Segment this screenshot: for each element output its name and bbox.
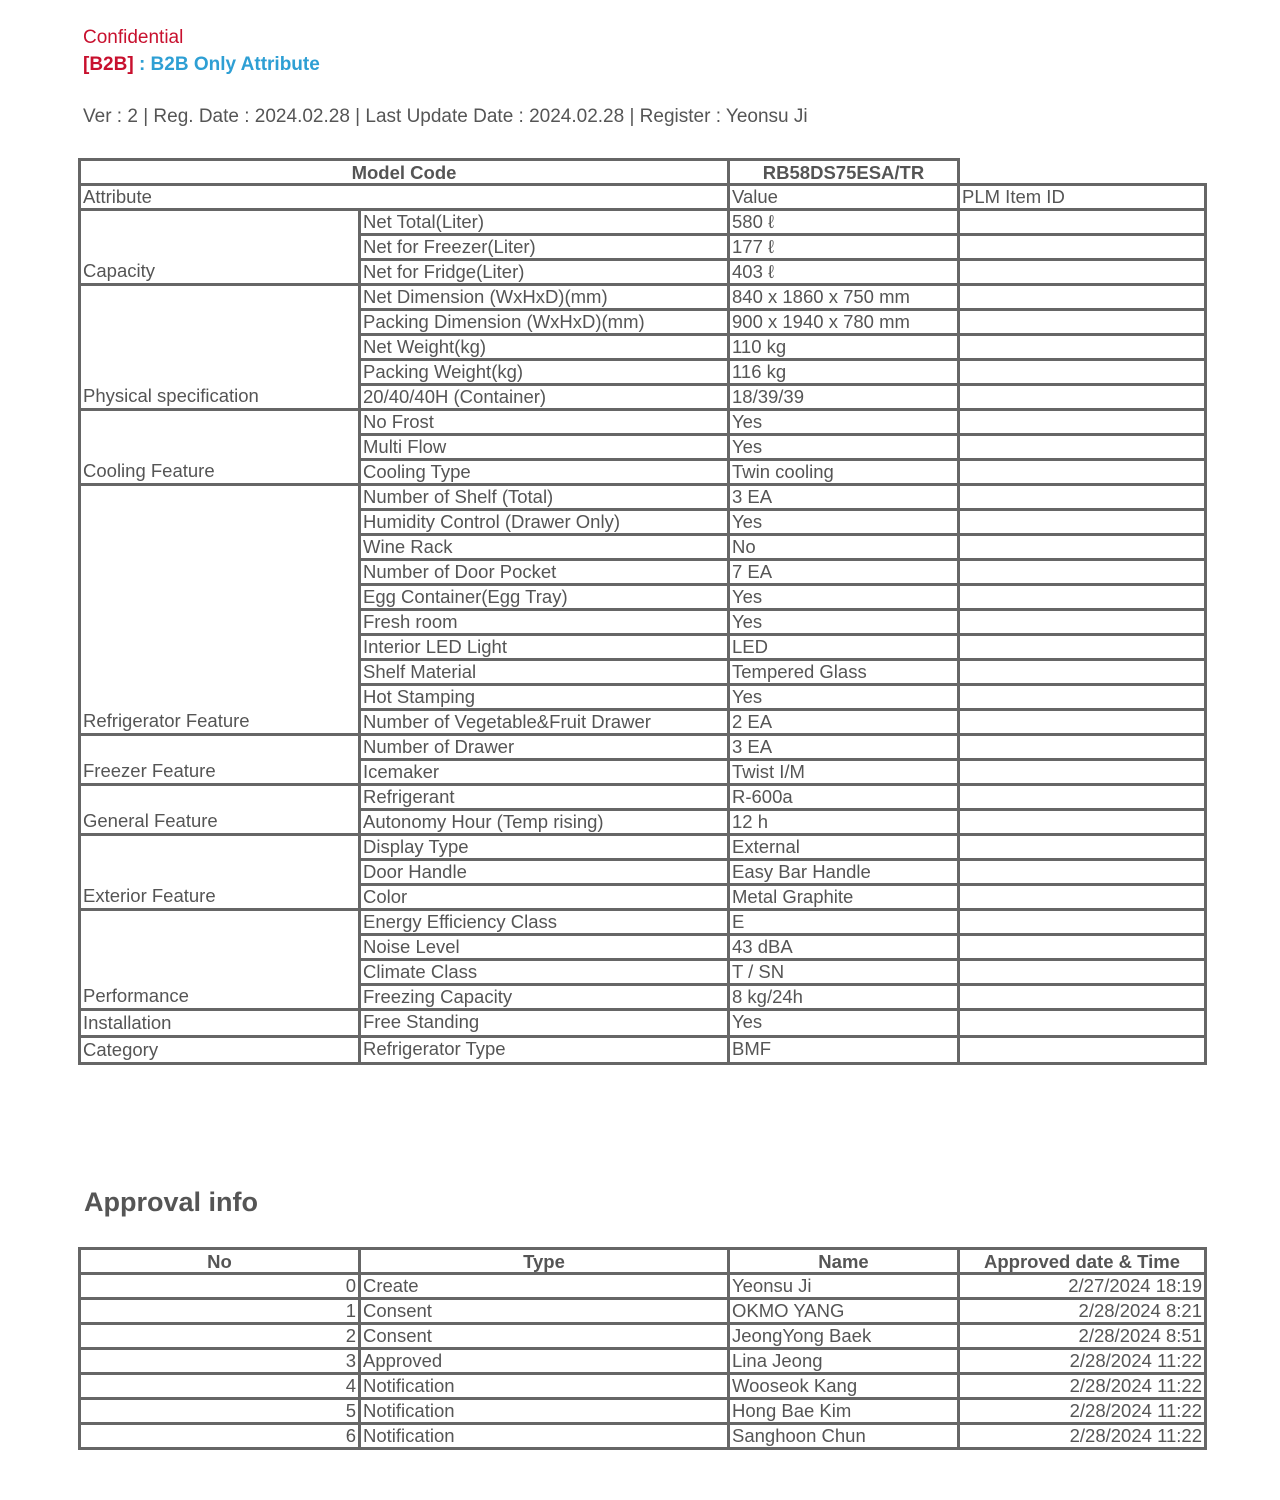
approval-no-cell: 5: [80, 1399, 360, 1424]
value-cell: 8 kg/24h: [729, 985, 959, 1010]
value-cell: R-600a: [729, 785, 959, 810]
attribute-cell: Energy Efficiency Class: [360, 910, 729, 935]
attribute-cell: Multi Flow: [360, 435, 729, 460]
attribute-cell: 20/40/40H (Container): [360, 385, 729, 410]
approval-date-cell: 2/27/2024 18:19: [959, 1274, 1206, 1299]
value-cell: 580 ℓ: [729, 210, 959, 235]
attribute-cell: Hot Stamping: [360, 685, 729, 710]
plm-cell: [959, 785, 1206, 810]
b2b-text: : B2B Only Attribute: [133, 54, 320, 75]
value-cell: 3 EA: [729, 485, 959, 510]
value-cell: Easy Bar Handle: [729, 860, 959, 885]
approval-date-cell: 2/28/2024 8:51: [959, 1324, 1206, 1349]
plm-cell: [959, 985, 1206, 1010]
attribute-cell: Humidity Control (Drawer Only): [360, 510, 729, 535]
approval-name-cell: Lina Jeong: [729, 1349, 959, 1374]
plm-cell: [959, 835, 1206, 860]
category-cell: Capacity: [80, 210, 360, 285]
value-cell: External: [729, 835, 959, 860]
plm-cell: [959, 435, 1206, 460]
attribute-cell: Number of Vegetable&Fruit Drawer: [360, 710, 729, 735]
value-cell: Yes: [729, 610, 959, 635]
approval-title: Approval info: [84, 1187, 258, 1217]
category-cell: Cooling Feature: [80, 410, 360, 485]
value-cell: 403 ℓ: [729, 260, 959, 285]
table-row: [80, 285, 1206, 310]
table-row: [80, 1424, 1206, 1449]
attribute-cell: Number of Shelf (Total): [360, 485, 729, 510]
table-row: [80, 1010, 1206, 1037]
category-cell: Physical specification: [80, 285, 360, 410]
table-row: [80, 1399, 1206, 1424]
attribute-cell: Shelf Material: [360, 660, 729, 685]
approval-name-cell: Sanghoon Chun: [729, 1424, 959, 1449]
value-cell: E: [729, 910, 959, 935]
plm-cell: [959, 335, 1206, 360]
value-cell: 18/39/39: [729, 385, 959, 410]
approval-date-cell: 2/28/2024 11:22: [959, 1399, 1206, 1424]
plm-cell: [959, 660, 1206, 685]
category-cell: Refrigerator Feature: [80, 485, 360, 735]
table-row: [80, 910, 1206, 935]
attribute-cell: Packing Dimension (WxHxD)(mm): [360, 310, 729, 335]
attribute-cell: Number of Drawer: [360, 735, 729, 760]
attribute-cell: Color: [360, 885, 729, 910]
approval-type-cell: Create: [360, 1274, 729, 1299]
category-cell: Exterior Feature: [80, 835, 360, 910]
approval-no-cell: 2: [80, 1324, 360, 1349]
value-cell: 2 EA: [729, 710, 959, 735]
value-cell: 12 h: [729, 810, 959, 835]
value-cell: Tempered Glass: [729, 660, 959, 685]
header-blank: [959, 160, 1206, 185]
plm-cell: [959, 360, 1206, 385]
approval-name-cell: Yeonsu Ji: [729, 1274, 959, 1299]
category-cell: Performance: [80, 910, 360, 1010]
plm-cell: [959, 935, 1206, 960]
plm-cell: [959, 385, 1206, 410]
value-cell: Yes: [729, 1010, 959, 1037]
plm-cell: [959, 410, 1206, 435]
attribute-cell: Egg Container(Egg Tray): [360, 585, 729, 610]
attribute-cell: Fresh room: [360, 610, 729, 635]
plm-cell: [959, 285, 1206, 310]
model-code-value: RB58DS75ESA/TR: [729, 160, 959, 185]
spec-body: [80, 210, 1206, 1064]
value-cell: Twin cooling: [729, 460, 959, 485]
approval-name-cell: JeongYong Baek: [729, 1324, 959, 1349]
value-cell: BMF: [729, 1037, 959, 1064]
table-row: [80, 1349, 1206, 1374]
value-cell: No: [729, 535, 959, 560]
category-cell: Freezer Feature: [80, 735, 360, 785]
attribute-cell: Display Type: [360, 835, 729, 860]
approval-no-cell: 3: [80, 1349, 360, 1374]
table-row: [80, 835, 1206, 860]
approval-table: [78, 1247, 1207, 1450]
plm-cell: [959, 460, 1206, 485]
table-row: [80, 1324, 1206, 1349]
approval-header-date: Approved date & Time: [959, 1249, 1206, 1274]
table-row: [80, 1274, 1206, 1299]
approval-type-cell: Approved: [360, 1349, 729, 1374]
attribute-cell: Refrigerant: [360, 785, 729, 810]
attribute-cell: Net for Freezer(Liter): [360, 235, 729, 260]
attribute-cell: Refrigerator Type: [360, 1037, 729, 1064]
value-cell: 7 EA: [729, 560, 959, 585]
value-cell: Yes: [729, 585, 959, 610]
approval-type-cell: Consent: [360, 1324, 729, 1349]
plm-cell: [959, 1037, 1206, 1064]
attribute-cell: Net for Fridge(Liter): [360, 260, 729, 285]
table-row: [80, 735, 1206, 760]
value-cell: 3 EA: [729, 735, 959, 760]
approval-name-cell: OKMO YANG: [729, 1299, 959, 1324]
plm-cell: [959, 210, 1206, 235]
attribute-cell: Climate Class: [360, 960, 729, 985]
value-cell: Twist I/M: [729, 760, 959, 785]
approval-type-cell: Consent: [360, 1299, 729, 1324]
plm-cell: [959, 960, 1206, 985]
attribute-cell: Interior LED Light: [360, 635, 729, 660]
approval-no-cell: 0: [80, 1274, 360, 1299]
attribute-cell: Number of Door Pocket: [360, 560, 729, 585]
table-row: [80, 1374, 1206, 1399]
plm-cell: [959, 510, 1206, 535]
value-cell: 840 x 1860 x 750 mm: [729, 285, 959, 310]
plm-cell: [959, 260, 1206, 285]
attribute-cell: Icemaker: [360, 760, 729, 785]
approval-header-no: No: [80, 1249, 360, 1274]
value-cell: 110 kg: [729, 335, 959, 360]
approval-name-cell: Hong Bae Kim: [729, 1399, 959, 1424]
approval-no-cell: 1: [80, 1299, 360, 1324]
value-cell: Yes: [729, 510, 959, 535]
value-cell: 177 ℓ: [729, 235, 959, 260]
attribute-cell: Free Standing: [360, 1010, 729, 1037]
attribute-cell: Freezing Capacity: [360, 985, 729, 1010]
value-cell: 900 x 1940 x 780 mm: [729, 310, 959, 335]
attribute-cell: Autonomy Hour (Temp rising): [360, 810, 729, 835]
spec-table: [78, 158, 1207, 1065]
approval-no-cell: 4: [80, 1374, 360, 1399]
approval-no-cell: 6: [80, 1424, 360, 1449]
plm-cell: [959, 235, 1206, 260]
category-cell: Category: [80, 1037, 360, 1064]
plm-cell: [959, 910, 1206, 935]
category-cell: General Feature: [80, 785, 360, 835]
approval-date-cell: 2/28/2024 8:21: [959, 1299, 1206, 1324]
attribute-cell: Door Handle: [360, 860, 729, 885]
attribute-cell: No Frost: [360, 410, 729, 435]
model-code-label: Model Code: [80, 160, 729, 185]
plm-cell: [959, 710, 1206, 735]
plm-cell: [959, 1010, 1206, 1037]
plm-cell: [959, 760, 1206, 785]
plm-cell: [959, 560, 1206, 585]
version-meta-line: Ver : 2 | Reg. Date : 2024.02.28 | Last Update Date : 2024.02.28 | Register : Yeonsu Ji: [83, 106, 808, 127]
plm-cell: [959, 310, 1206, 335]
attribute-cell: Noise Level: [360, 935, 729, 960]
approval-body: [80, 1274, 1206, 1449]
plm-cell: [959, 810, 1206, 835]
value-cell: Yes: [729, 435, 959, 460]
plm-cell: [959, 610, 1206, 635]
value-cell: Metal Graphite: [729, 885, 959, 910]
table-row: [80, 485, 1206, 510]
value-cell: LED: [729, 635, 959, 660]
value-cell: T / SN: [729, 960, 959, 985]
col-attribute-header: Attribute: [80, 185, 729, 210]
approval-header-type: Type: [360, 1249, 729, 1274]
plm-cell: [959, 485, 1206, 510]
col-plm-header: PLM Item ID: [959, 185, 1206, 210]
attribute-cell: Net Total(Liter): [360, 210, 729, 235]
plm-cell: [959, 635, 1206, 660]
attribute-cell: Net Weight(kg): [360, 335, 729, 360]
table-row: [80, 1037, 1206, 1064]
category-cell: Installation: [80, 1010, 360, 1037]
plm-cell: [959, 535, 1206, 560]
plm-cell: [959, 885, 1206, 910]
plm-cell: [959, 735, 1206, 760]
approval-name-cell: Wooseok Kang: [729, 1374, 959, 1399]
table-row: [80, 210, 1206, 235]
value-cell: 116 kg: [729, 360, 959, 385]
value-cell: 43 dBA: [729, 935, 959, 960]
value-cell: Yes: [729, 685, 959, 710]
attribute-cell: Wine Rack: [360, 535, 729, 560]
approval-header-name: Name: [729, 1249, 959, 1274]
approval-date-cell: 2/28/2024 11:22: [959, 1424, 1206, 1449]
value-cell: Yes: [729, 410, 959, 435]
plm-cell: [959, 685, 1206, 710]
approval-type-cell: Notification: [360, 1399, 729, 1424]
attribute-cell: Net Dimension (WxHxD)(mm): [360, 285, 729, 310]
table-row: [80, 1299, 1206, 1324]
plm-cell: [959, 585, 1206, 610]
approval-type-cell: Notification: [360, 1374, 729, 1399]
confidential-label: Confidential: [83, 27, 184, 48]
approval-type-cell: Notification: [360, 1424, 729, 1449]
table-row: [80, 785, 1206, 810]
b2b-tag: [B2B]: [83, 54, 134, 75]
attribute-cell: Cooling Type: [360, 460, 729, 485]
attribute-cell: Packing Weight(kg): [360, 360, 729, 385]
b2b-attribute-note: [83, 54, 320, 76]
col-value-header: Value: [729, 185, 959, 210]
approval-date-cell: 2/28/2024 11:22: [959, 1374, 1206, 1399]
table-row: [80, 410, 1206, 435]
approval-date-cell: 2/28/2024 11:22: [959, 1349, 1206, 1374]
plm-cell: [959, 860, 1206, 885]
